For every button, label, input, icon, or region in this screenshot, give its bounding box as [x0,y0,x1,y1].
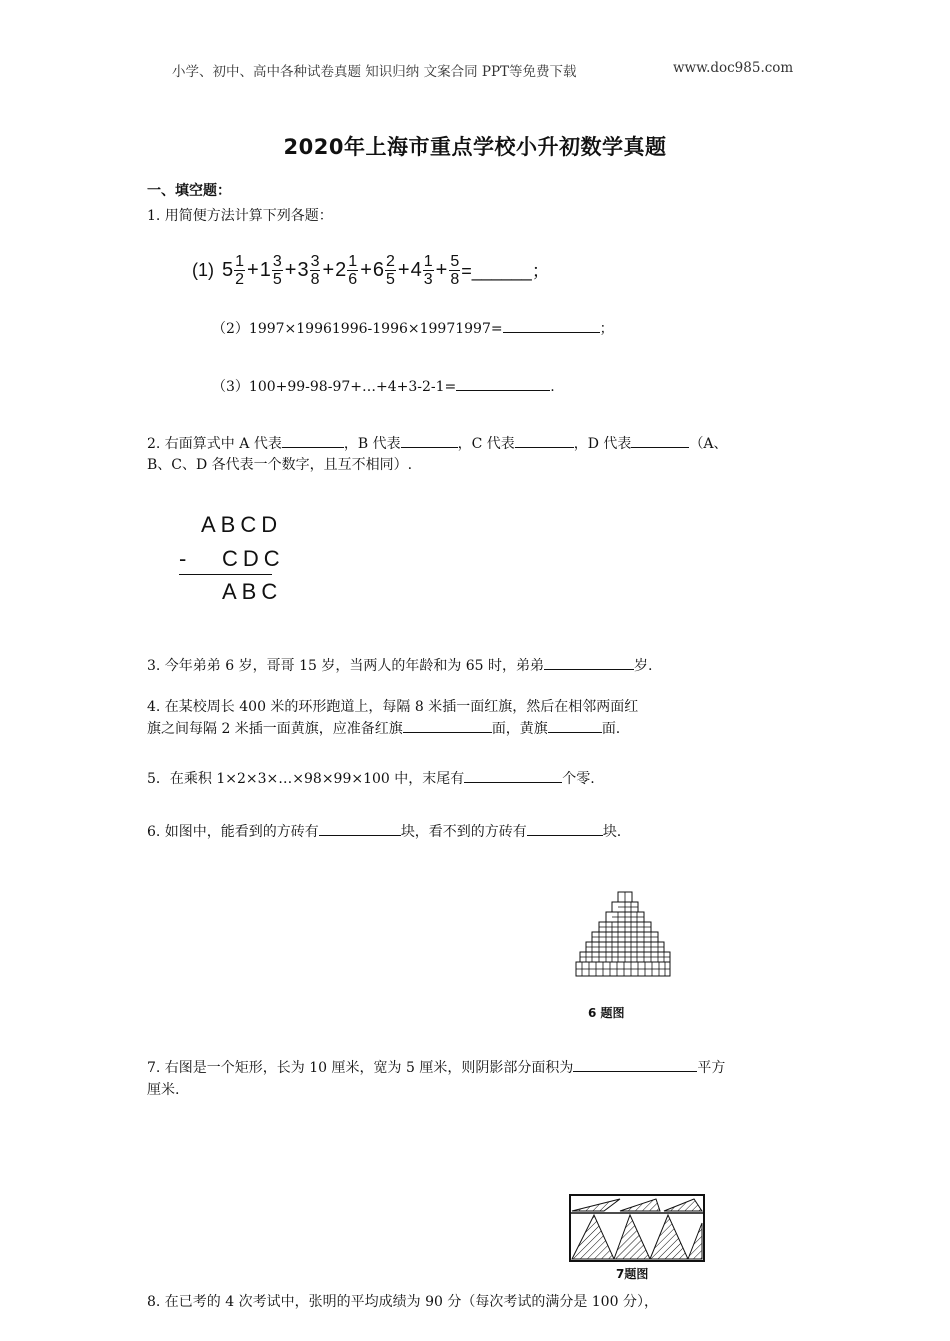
q3 [147,655,653,675]
q1-part2-end: ； [599,321,614,337]
q6-text-c: 块. [602,824,622,840]
header-url: www.doc985.com [673,60,794,76]
q1-part1: (1) 5 $\frac{1}{2}$ + 1 $\frac{3}{5}$ + 3 $\frac{3}{8}$ + 2 $\frac{1}{6}$ + 6 $\frac{2}{5}$ + 4 $\frac{1}{3}$ + $\frac{5}{8}$ =______； [192,252,550,288]
q1-term4-num: 1 [348,252,358,270]
q2-arith-minus: - [179,546,192,571]
q2-blank-b[interactable] [401,433,458,448]
q1-term6-num: 1 [423,252,433,270]
q1-term4-den: 6 [348,270,358,288]
q7-line1 [147,1057,725,1077]
q1-term2-whole: 1 [259,258,271,281]
q7-tail: 平方 [697,1060,726,1076]
header-left: 小学、初中、高中各种试卷真题 知识归纳 文案合同 PPT等免费下载 [172,64,577,80]
q1-term1-frac [234,253,245,288]
q6-brick-pyramid-figure [572,890,672,990]
q1-term1-num: 1 [235,252,245,270]
q3-blank[interactable] [544,655,634,670]
q6-text-a: 6. 如图中，能看到的方砖有 [147,824,319,840]
q7-caption: 7题图 [616,1267,649,1281]
q2-line2: B、C、D 各代表一个数字，且互不相同）. [147,457,413,473]
q5-blank[interactable] [464,768,562,783]
q1-term5-frac [385,253,396,288]
q7-blank[interactable] [573,1057,697,1072]
q2-line1 [147,433,728,453]
q7-line2: 厘米. [147,1082,180,1098]
q4-text-a: 旗之间每隔 2 米插一面黄旗，应准备红旗 [147,721,403,737]
q2-text-tail: （A、 [689,436,728,452]
q4-line2 [147,718,620,738]
q5 [147,768,595,788]
q1-term6-frac [423,253,434,288]
q2-text-c: ，C 代表 [457,436,515,452]
q2-text-a: 2. 右面算式中 A 代表 [147,436,282,452]
q1-term1-den: 2 [235,270,245,288]
q1-part3-text: （3）100+99-98-97+…+4+3-2-1= [212,379,457,395]
q1-term4-frac [347,253,358,288]
q4-blank-yellow[interactable] [548,718,602,733]
q3-tail: 岁. [634,658,653,674]
q4-text-b: 面，黄旗 [491,721,548,737]
q1-part1-label: (1) [192,259,214,280]
q1-part2-blank[interactable] [503,318,600,333]
q1-term2-den: 5 [272,270,282,288]
q1-part2 [212,318,614,338]
q1-term7-frac [449,253,460,288]
q1-term3-frac [310,253,321,288]
q1-term2-num: 3 [272,252,282,270]
q5-text: 5．在乘积 1×2×3×…×98×99×100 中，末尾有 [147,771,465,787]
q6 [147,821,621,841]
q1-term5-den: 5 [386,270,395,288]
q2-text-b: ，B 代表 [343,436,401,452]
q1-term3-den: 8 [310,270,320,288]
q1-term5-whole: 6 [372,258,384,281]
q6-blank-visible[interactable] [319,821,401,836]
q2-arith-rule [179,574,272,575]
q6-text-b: 块，看不到的方砖有 [400,824,527,840]
q2-blank-a[interactable] [282,433,344,448]
q4-text-c: 面. [601,721,621,737]
q4-blank-red[interactable] [403,718,492,733]
q6-caption: 6 题图 [588,1006,625,1020]
q1-term5-num: 2 [386,252,395,270]
q1-part3-end: . [550,379,555,395]
q1-term6-den: 3 [423,270,433,288]
q1-term7-num: 5 [450,252,460,270]
q1-part3 [212,376,555,396]
q1-term6-whole: 4 [410,258,422,281]
q1-term4-whole: 2 [335,258,347,281]
q7-rectangle-figure [568,1193,706,1263]
section-heading: 一、填空题： [147,183,231,199]
q1-term3-num: 3 [310,252,320,270]
q1-term2-frac [272,253,283,288]
q7-text: 7. 右图是一个矩形，长为 10 厘米，宽为 5 厘米，则阴影部分面积为 [147,1060,574,1076]
q2-blank-d[interactable] [631,433,689,448]
q1-term3-whole: 3 [297,258,309,281]
q1-part2-text: （2）1997×19961996-1996×19971997= [212,321,503,337]
q1-term1-whole: 5 [222,258,234,281]
q2-arith-row2: CDC [222,546,285,571]
q5-tail: 个零. [562,771,595,787]
q1-part3-blank[interactable] [456,376,550,391]
page-title: 2020年上海市重点学校小升初数学真题 [283,135,667,159]
q1-term7-den: 8 [450,270,460,288]
q2-arith-row3: ABC [222,579,283,604]
q6-blank-hidden[interactable] [527,821,603,836]
q3-text: 3. 今年弟弟 6 岁，哥哥 15 岁，当两人的年龄和为 65 时，弟弟 [147,658,545,674]
q8-line1: 8. 在已考的 4 次考试中，张明的平均成绩为 90 分（每次考试的满分是 100 分）， [147,1294,658,1310]
q4-line1: 4. 在某校周长 400 米的环形跑道上，每隔 8 米插一面红旗，然后在相邻两面红 [147,699,639,715]
q2-text-d: ，D 代表 [573,436,632,452]
q1-part1-tail: =______； [461,261,550,281]
q2-blank-c[interactable] [515,433,574,448]
q2-arith-row1: ABCD [201,512,283,537]
q1-stem: 1. 用简便方法计算下列各题： [147,208,333,224]
